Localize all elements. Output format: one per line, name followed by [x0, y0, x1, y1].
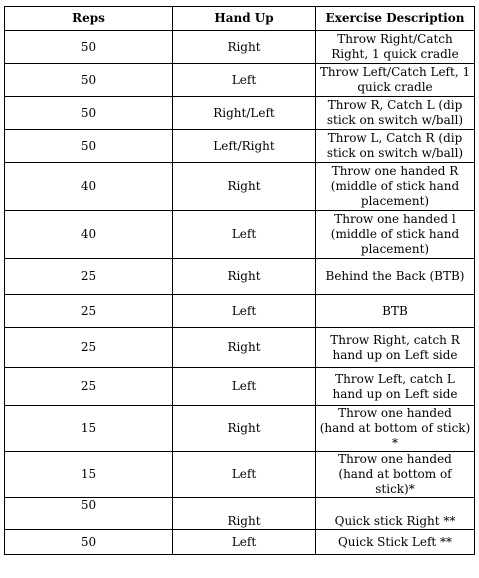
- reps-cell: 15: [5, 452, 173, 498]
- description-cell: Throw Left, catch L hand up on Left side: [316, 368, 475, 406]
- reps-cell: 25: [5, 295, 173, 328]
- description-cell: Quick stick Right **: [316, 498, 475, 530]
- reps-cell: 25: [5, 328, 173, 368]
- hand-up-cell: Left: [173, 211, 316, 259]
- table-row: [5, 328, 475, 368]
- reps-cell: 50: [5, 64, 173, 97]
- table-row: [5, 64, 475, 97]
- hand-up-cell: Left/Right: [173, 130, 316, 163]
- reps-cell: 50: [5, 97, 173, 130]
- hand-up-cell: Right: [173, 498, 316, 530]
- reps-cell: 25: [5, 259, 173, 295]
- hand-up-cell: Right: [173, 31, 316, 64]
- header-reps: Reps: [5, 7, 173, 31]
- reps-cell: 25: [5, 368, 173, 406]
- table-row: [5, 97, 475, 130]
- description-cell: Throw Right/Catch Right, 1 quick cradle: [316, 31, 475, 64]
- hand-up-cell: Left: [173, 452, 316, 498]
- hand-up-cell: Left: [173, 530, 316, 555]
- table-row: [5, 406, 475, 452]
- table-row: [5, 130, 475, 163]
- hand-up-cell: Right: [173, 163, 316, 211]
- description-cell: Throw one handed l (middle of stick hand placement): [316, 211, 475, 259]
- table-row: [5, 31, 475, 64]
- hand-up-cell: Right/Left: [173, 97, 316, 130]
- description-cell: Throw one handed (hand at bottom of stick)*: [316, 452, 475, 498]
- reps-cell: 50: [5, 31, 173, 64]
- table-row: [5, 368, 475, 406]
- reps-cell: 40: [5, 163, 173, 211]
- table-row: [5, 163, 475, 211]
- description-cell: BTB: [316, 295, 475, 328]
- hand-up-cell: Right: [173, 328, 316, 368]
- hand-up-cell: Right: [173, 259, 316, 295]
- reps-cell: 50: [5, 498, 173, 530]
- reps-cell: 15: [5, 406, 173, 452]
- table-row: [5, 452, 475, 498]
- table-row: [5, 259, 475, 295]
- description-cell: Throw L, Catch R (dip stick on switch w/ball): [316, 130, 475, 163]
- hand-up-cell: Left: [173, 295, 316, 328]
- description-cell: Throw Left/Catch Left, 1 quick cradle: [316, 64, 475, 97]
- hand-up-cell: Left: [173, 368, 316, 406]
- header-exercise-description: Exercise Description: [316, 7, 475, 31]
- reps-cell: 40: [5, 211, 173, 259]
- table-row: [5, 295, 475, 328]
- description-cell: Throw R, Catch L (dip stick on switch w/ball): [316, 97, 475, 130]
- reps-cell: 50: [5, 130, 173, 163]
- hand-up-cell: Left: [173, 64, 316, 97]
- description-cell: Throw one handed (hand at bottom of stick) *: [316, 406, 475, 452]
- table-row: [5, 498, 475, 530]
- header-row: [5, 7, 475, 31]
- description-cell: Throw Right, catch R hand up on Left side: [316, 328, 475, 368]
- table-row: [5, 211, 475, 259]
- description-cell: Behind the Back (BTB): [316, 259, 475, 295]
- description-cell: Throw one handed R (middle of stick hand placement): [316, 163, 475, 211]
- drill-table: [4, 6, 475, 555]
- reps-cell: 50: [5, 530, 173, 555]
- description-cell: Quick Stick Left **: [316, 530, 475, 555]
- header-hand-up: Hand Up: [173, 7, 316, 31]
- hand-up-cell: Right: [173, 406, 316, 452]
- table-row: [5, 530, 475, 555]
